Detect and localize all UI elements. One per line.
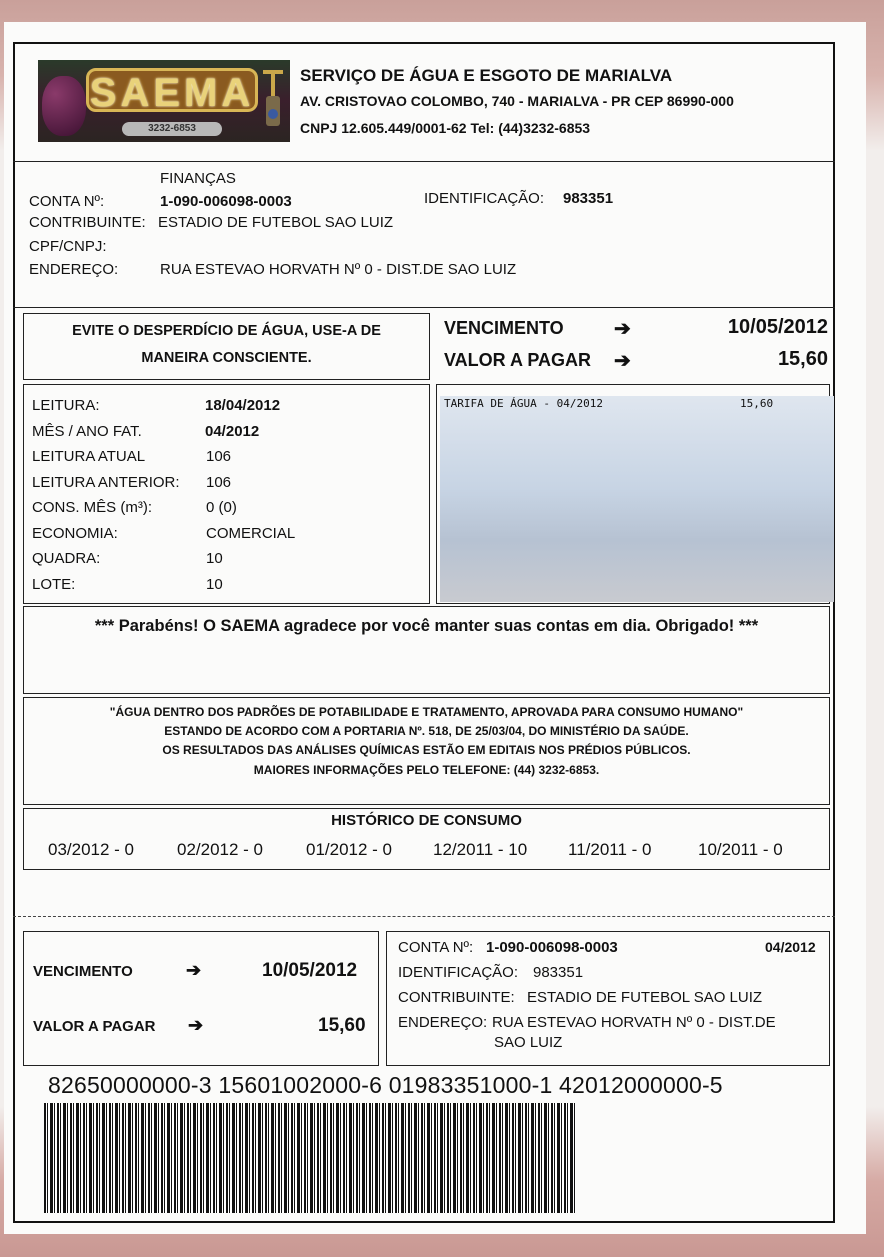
cpf-label: CPF/CNPJ: — [29, 238, 107, 255]
ident-label: IDENTIFICAÇÃO: — [424, 190, 545, 207]
reading-value: COMERCIAL — [206, 524, 296, 542]
history-item: 01/2012 - 0 — [306, 840, 393, 859]
stub-due-box — [23, 931, 379, 1066]
reading-label: LOTE: — [32, 575, 76, 593]
divider — [13, 307, 835, 308]
stub-ident-value: 983351 — [533, 964, 584, 981]
arrow-right-icon: ➔ — [186, 960, 202, 980]
thanks-message: *** Parabéns! O SAEMA agradece por você manter suas contas em dia. Obrigado! *** — [94, 617, 759, 635]
stub-contribuinte-label: CONTRIBUINTE: — [398, 989, 515, 1006]
tariff-label: TARIFA DE ÁGUA - 04/2012 — [444, 397, 603, 410]
logo-word: SAEMA — [86, 68, 258, 112]
stub-contribuinte-value: ESTADIO DE FUTEBOL SAO LUIZ — [527, 989, 763, 1006]
reading-value: 10 — [206, 550, 223, 567]
quality-line-4: MAIORES INFORMAÇÕES PELO TELEFONE: (44) 3232-6853. — [253, 763, 600, 777]
reading-label: QUADRA: — [32, 550, 101, 567]
history-item: 10/2011 - 0 — [698, 840, 783, 859]
contribuinte-label: CONTRIBUINTE: — [29, 214, 146, 231]
valor-value: 15,60 — [777, 348, 828, 370]
history-title: HISTÓRICO DE CONSUMO — [331, 812, 522, 829]
vencimento-value: 10/05/2012 — [727, 316, 828, 338]
stub-conta-label: CONTA Nº: — [398, 939, 474, 956]
endereco-value: RUA ESTEVAO HORVATH Nº 0 - DIST.DE SAO LUIZ — [160, 261, 517, 278]
arrow-right-icon: ➔ — [614, 350, 631, 372]
water-tap-icon — [260, 66, 286, 136]
saema-watermark — [440, 396, 834, 602]
reading-label: MÊS / ANO FAT. — [32, 422, 142, 440]
stub-ident-label: IDENTIFICAÇÃO: — [398, 964, 519, 981]
divider — [13, 161, 835, 162]
history-item: 02/2012 - 0 — [177, 840, 264, 859]
barcode-digits: 82650000000-3 15601002000-6 01983351000-1 42012000000-5 — [48, 1072, 723, 1098]
stub-endereco-label: ENDEREÇO: — [398, 1014, 488, 1031]
stub-vencimento-label: VENCIMENTO — [33, 963, 133, 980]
reading-label: LEITURA ANTERIOR: — [32, 473, 180, 491]
barcode — [44, 1103, 576, 1213]
history-item: 12/2011 - 10 — [433, 840, 528, 859]
reading-box — [23, 384, 430, 604]
conta-label: CONTA Nº: — [29, 193, 105, 210]
endereco-label: ENDEREÇO: — [29, 261, 119, 278]
history-item: 03/2012 - 0 — [48, 840, 135, 859]
reading-label: LEITURA: — [32, 397, 100, 414]
stub-period: 04/2012 — [765, 939, 816, 955]
notice-line-1: EVITE O DESPERDÍCIO DE ÁGUA, USE-A DE — [72, 323, 381, 339]
stub-vencimento-value: 10/05/2012 — [262, 960, 358, 981]
reading-value: 04/2012 — [205, 422, 260, 440]
stub-valor-label: VALOR A PAGAR — [33, 1018, 156, 1035]
logo-phone: 3232-6853 — [122, 122, 222, 136]
vencimento-label: VENCIMENTO — [444, 318, 564, 338]
org-address: AV. CRISTOVAO COLOMBO, 740 - MARIALVA - PR CEP 86990-000 — [300, 93, 734, 109]
tear-line — [13, 916, 835, 917]
reading-value: 10 — [206, 575, 223, 593]
org-name: SERVIÇO DE ÁGUA E ESGOTO DE MARIALVA — [300, 66, 673, 85]
department: FINANÇAS — [160, 170, 236, 187]
reading-value: 106 — [206, 473, 232, 491]
arrow-right-icon: ➔ — [614, 318, 631, 340]
org-cnpj-phone: CNPJ 12.605.449/0001-62 Tel: (44)3232-6853 — [300, 120, 591, 136]
grapes-icon — [42, 76, 86, 136]
reading-label: LEITURA ATUAL — [32, 448, 146, 465]
reading-value: 106 — [206, 448, 232, 465]
quality-line-3: OS RESULTADOS DAS ANÁLISES QUÍMICAS ESTÃO EM EDITAIS NOS PRÉDIOS PÚBLICOS. — [162, 743, 691, 757]
reading-value: 18/04/2012 — [205, 397, 281, 414]
notice-line-2: MANEIRA CONSCIENTE. — [141, 350, 312, 366]
contribuinte-value: ESTADIO DE FUTEBOL SAO LUIZ — [158, 214, 394, 231]
ident-value: 983351 — [563, 190, 614, 207]
arrow-right-icon: ➔ — [188, 1015, 204, 1035]
reading-value: 0 (0) — [206, 499, 237, 516]
history-item: 11/2011 - 0 — [568, 840, 652, 859]
valor-label: VALOR A PAGAR — [444, 350, 591, 370]
quality-line-1: "ÁGUA DENTRO DOS PADRÕES DE POTABILIDADE E TRATAMENTO, APROVADA PARA CONSUMO HUMANO" — [109, 705, 744, 719]
reading-label: CONS. MÊS (m³): — [32, 499, 152, 516]
stub-endereco-value-2: SAO LUIZ — [494, 1034, 563, 1051]
tariff-value: 15,60 — [740, 397, 774, 410]
reading-label: ECONOMIA: — [32, 524, 118, 542]
stub-endereco-value-1: RUA ESTEVAO HORVATH Nº 0 - DIST.DE — [492, 1014, 776, 1031]
saema-logo — [38, 60, 290, 142]
quality-line-2: ESTANDO DE ACORDO COM A PORTARIA Nº. 518, DE 25/03/04, DO MINISTÉRIO DA SAÚDE. — [164, 724, 689, 738]
conta-value: 1-090-006098-0003 — [160, 193, 292, 210]
stub-valor-value: 15,60 — [318, 1015, 366, 1036]
stub-conta-value: 1-090-006098-0003 — [486, 939, 618, 956]
